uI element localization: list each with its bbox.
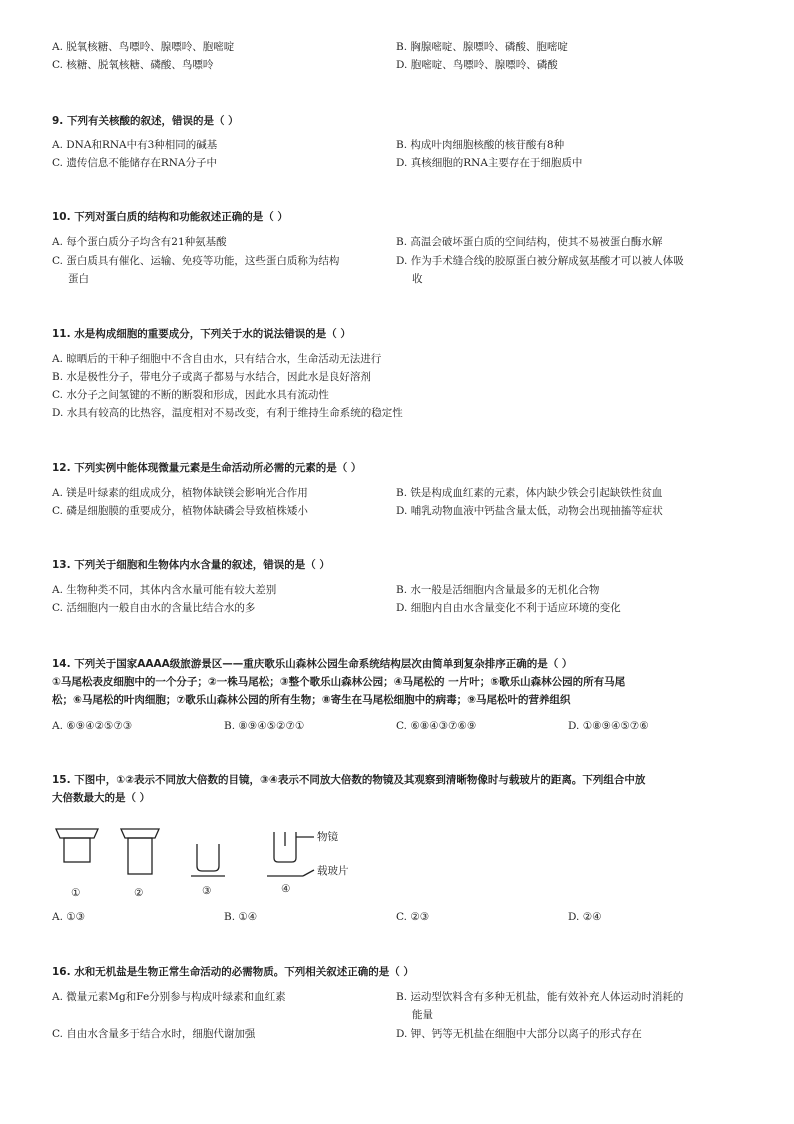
q8-option-c: C. 核糖、脱氧核糖、磷酸、鸟嘌呤 — [52, 59, 214, 71]
q14-items-line1: ①马尾松表皮细胞中的一个分子；②一株马尾松；③整个歌乐山森林公园；④马尾松的 一片叶；⑤歌乐山森林公园的所有马尾 — [52, 676, 626, 688]
q12-option-d: D. 哺乳动物血液中钙盐含量太低，动物会出现抽搐等症状 — [396, 505, 663, 517]
q9-stem: 9. 下列有关核酸的叙述，错误的是（ ） — [52, 115, 239, 127]
q14-option-d: D. ①⑧⑨④⑤⑦⑥ — [568, 720, 649, 732]
q15-option-b: B. ①④ — [224, 911, 258, 923]
q16-option-b-line1: B. 运动型饮料含有多种无机盐，能有效补充人体运动时消耗的 — [396, 991, 684, 1003]
fig-label-2: ② — [134, 887, 144, 899]
q8-option-a: A. 脱氧核糖、鸟嘌呤、腺嘌呤、胞嘧啶 — [52, 41, 235, 53]
fig-label-3: ③ — [202, 885, 212, 897]
q13-option-c: C. 活细胞内一般自由水的含量比结合水的多 — [52, 602, 256, 614]
q12-stem: 12. 下列实例中能体现微量元素是生命活动所必需的元素的是（ ） — [52, 462, 362, 474]
eyepiece-2-drawing — [121, 829, 159, 874]
q11-option-b: B. 水是极性分子，带电分子或离子都易与水结合，因此水是良好溶剂 — [52, 371, 371, 383]
q11-option-d: D. 水具有较高的比热容，温度相对不易改变，有利于维持生命系统的稳定性 — [52, 407, 403, 419]
q8-option-b: B. 胸腺嘧啶、腺嘌呤、磷酸、胞嘧啶 — [396, 41, 568, 53]
slide-label: 载玻片 — [317, 865, 349, 877]
q10-option-c-line1: C. 蛋白质具有催化、运输、免疫等功能，这些蛋白质称为结构 — [52, 255, 340, 267]
q11-option-c: C. 水分子之间氢键的不断的断裂和形成，因此水具有流动性 — [52, 389, 329, 401]
q10-option-b: B. 高温会破坏蛋白质的空间结构，使其不易被蛋白酶水解 — [396, 236, 663, 248]
q16-stem: 16. 水和无机盐是生物正常生命活动的必需物质。下列相关叙述正确的是（ ） — [52, 966, 414, 978]
q11-option-a: A. 晾晒后的干种子细胞中不含自由水，只有结合水，生命活动无法进行 — [52, 353, 382, 365]
q16-option-a: A. 微量元素Mg和Fe分别参与构成叶绿素和血红素 — [52, 991, 286, 1003]
q9-option-b: B. 构成叶肉细胞核酸的核苷酸有8种 — [396, 139, 565, 151]
q12-option-a: A. 镁是叶绿素的组成成分，植物体缺镁会影响光合作用 — [52, 487, 308, 499]
objective-label: 物镜 — [317, 831, 338, 843]
objective-4-drawing — [267, 832, 314, 876]
q14-option-b: B. ⑧⑨④⑤②⑦① — [224, 720, 305, 732]
q9-option-c: C. 遗传信息不能储存在RNA分子中 — [52, 157, 218, 169]
q13-option-a: A. 生物种类不同，其体内含水量可能有较大差别 — [52, 584, 277, 596]
q13-stem: 13. 下列关于细胞和生物体内水含量的叙述，错误的是（ ） — [52, 559, 330, 571]
q15-stem-line2: 大倍数最大的是（ ） — [52, 792, 151, 804]
objective-3-drawing — [191, 844, 225, 876]
eyepiece-1-drawing — [56, 829, 98, 862]
q14-items-line2: 松；⑥马尾松的叶肉细胞；⑦歌乐山森林公园的所有生物；⑧寄生在马尾松细胞中的病毒；⑨马尾松叶的营养组织 — [52, 694, 571, 706]
q13-option-b: B. 水一般是活细胞内含量最多的无机化合物 — [396, 584, 600, 596]
q14-stem: 14. 下列关于国家AAAA级旅游景区——重庆歌乐山森林公园生命系统结构层次由简单到复杂排序正确的是（ ） — [52, 658, 573, 670]
q12-option-b: B. 铁是构成血红素的元素，体内缺少铁会引起缺铁性贫血 — [396, 487, 663, 499]
q15-stem-line1: 15. 下图中，①②表示不同放大倍数的目镜，③④表示不同放大倍数的物镜及其观察到清晰物像时与载玻片的距离。下列组合中放 — [52, 774, 646, 786]
q9-option-d: D. 真核细胞的RNA主要存在于细胞质中 — [396, 157, 583, 169]
q10-option-d-line2: 收 — [412, 273, 423, 285]
q15-option-d: D. ②④ — [568, 911, 602, 923]
q14-option-c: C. ⑥⑧④③⑦⑥⑨ — [396, 720, 477, 732]
q16-option-d: D. 钾、钙等无机盐在细胞中大部分以离子的形式存在 — [396, 1028, 642, 1040]
q11-stem: 11. 水是构成细胞的重要成分，下列关于水的说法错误的是（ ） — [52, 328, 351, 340]
fig-label-1: ① — [71, 887, 81, 899]
q13-option-d: D. 细胞内自由水含量变化不利于适应环境的变化 — [396, 602, 621, 614]
q10-stem: 10. 下列对蛋白质的结构和功能叙述正确的是（ ） — [52, 211, 288, 223]
q14-option-a: A. ⑥⑨④②⑤⑦③ — [52, 720, 133, 732]
q10-option-a: A. 每个蛋白质分子均含有21种氨基酸 — [52, 236, 227, 248]
q8-option-d: D. 胞嘧啶、鸟嘌呤、腺嘌呤、磷酸 — [396, 59, 558, 71]
q9-option-a: A. DNA和RNA中有3种相同的碱基 — [52, 139, 218, 151]
q15-option-a: A. ①③ — [52, 911, 86, 923]
q12-option-c: C. 磷是细胞膜的重要成分，植物体缺磷会导致植株矮小 — [52, 505, 308, 517]
fig-label-4: ④ — [281, 883, 291, 895]
q15-option-c: C. ②③ — [396, 911, 430, 923]
q10-option-d-line1: D. 作为手术缝合线的胶原蛋白被分解成氨基酸才可以被人体吸 — [396, 255, 684, 267]
q10-option-c-line2: 蛋白 — [68, 273, 89, 285]
q16-option-c: C. 自由水含量多于结合水时，细胞代谢加强 — [52, 1028, 256, 1040]
q16-option-b-line2: 能量 — [412, 1009, 433, 1021]
